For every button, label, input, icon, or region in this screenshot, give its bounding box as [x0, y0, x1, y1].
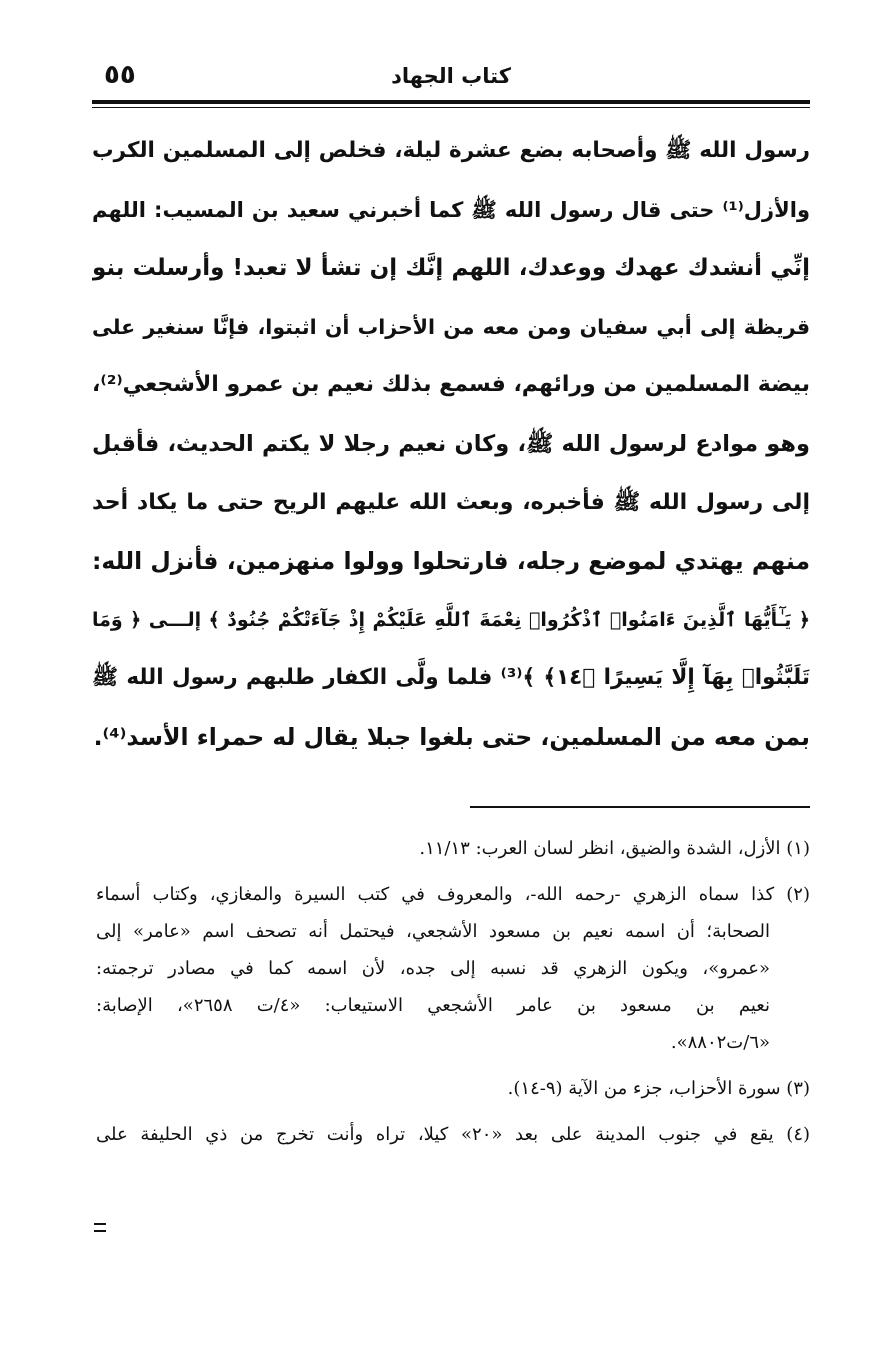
- text-line: إنِّي أنشدك عهدك ووعدك، اللهم إنَّك إن تشأ لا تعبد! وأرسلت بنو: [92, 255, 810, 282]
- footnotes: [96, 830, 810, 1153]
- text-line: وهو موادع لرسول الله ﷺ، وكان نعيم رجلا لا يكتم الحديث، فأقبل: [92, 430, 810, 457]
- footnote-2-line: الصحابة؛ أن اسمه نعيم بن مسعود الأشجعي، فيحتمل أنه تصحف اسم «عامر» إلى: [96, 921, 770, 942]
- header-rule-thin: [92, 107, 810, 108]
- continuation-mark: [94, 1223, 106, 1232]
- footnote-2-line: «عمرو»، ويكون الزهري قد نسبه إلى جده، لأن اسمه كما في مصادر ترجمته:: [96, 958, 770, 979]
- text-line: بمن معه من المسلمين، حتى بلغوا جبلا يقال له حمراء الأسد⁽⁴⁾.: [93, 722, 810, 751]
- footnote-2-line: (٢) كذا سماه الزهري -رحمه الله-، والمعروف في كتب السيرة والمغازي، وكتاب أسماء: [96, 884, 810, 905]
- footnote-separator: [470, 806, 810, 808]
- text-line: منهم يهتدي لموضع رجله، فارتحلوا وولوا منهزمين، فأنزل الله:: [92, 547, 810, 576]
- text-line: إلى رسول الله ﷺ فأخبره، وبعث الله عليهم الريح حتى ما يكاد أحد: [92, 489, 810, 515]
- quran-verse-line: ﴿ يَـٰٓأَيُّهَا ٱلَّذِينَ ءَامَنُوا۟ ٱذْكُرُوا۟ نِعْمَةَ ٱللَّهِ عَلَيْكُمْ إِذْ جَآءَتْكُمْ جُنُودٌ ﴾ إلـــى ﴿ وَمَا: [92, 608, 810, 631]
- page-title: كتاب الجهاد: [391, 64, 511, 88]
- page-header: [92, 58, 810, 98]
- page-number: ٥٥: [104, 60, 136, 90]
- main-text: [92, 122, 810, 767]
- footnote-2-line: «٦/ت٨٨٠٢».: [670, 1032, 770, 1053]
- header-rule: [92, 100, 810, 104]
- text-line: بيضة المسلمين من ورائهم، فسمع بذلك نعيم بن عمرو الأشجعي⁽²⁾،: [92, 372, 810, 398]
- text-line: والأزل⁽¹⁾ حتى قال رسول الله ﷺ كما أخبرني سعيد بن المسيب: اللهم: [92, 197, 810, 222]
- text-line: قريظة إلى أبي سفيان ومن معه من الأحزاب أن اثبتوا، فإنَّا سنغير على: [92, 314, 810, 339]
- footnote-4: (٤) يقع في جنوب المدينة على بعد «٢٠» كيلا، تراه وأنت تخرج من ذي الحليفة على: [96, 1124, 810, 1145]
- footnote-1: (١) الأزل، الشدة والضيق، انظر لسان العرب: ١١/١٣.: [419, 838, 810, 859]
- quran-verse-line: تَلَبَّثُوا۟ بِهَآ إِلَّا يَسِيرًا ﴿١٤﴾ ﴾⁽³⁾ فلما ولَّى الكفار طلبهم رسول الله ﷺ: [92, 665, 810, 691]
- footnote-2-line: نعيم بن مسعود بن عامر الأشجعي الاستيعاب: «٤/ت ٢٦٥٨»، الإصابة:: [96, 995, 770, 1016]
- footnote-3: (٣) سورة الأحزاب، جزء من الآية (٩-١٤).: [507, 1078, 810, 1099]
- text-line: رسول الله ﷺ وأصحابه بضع عشرة ليلة، فخلص إلى المسلمين الكرب: [92, 138, 810, 163]
